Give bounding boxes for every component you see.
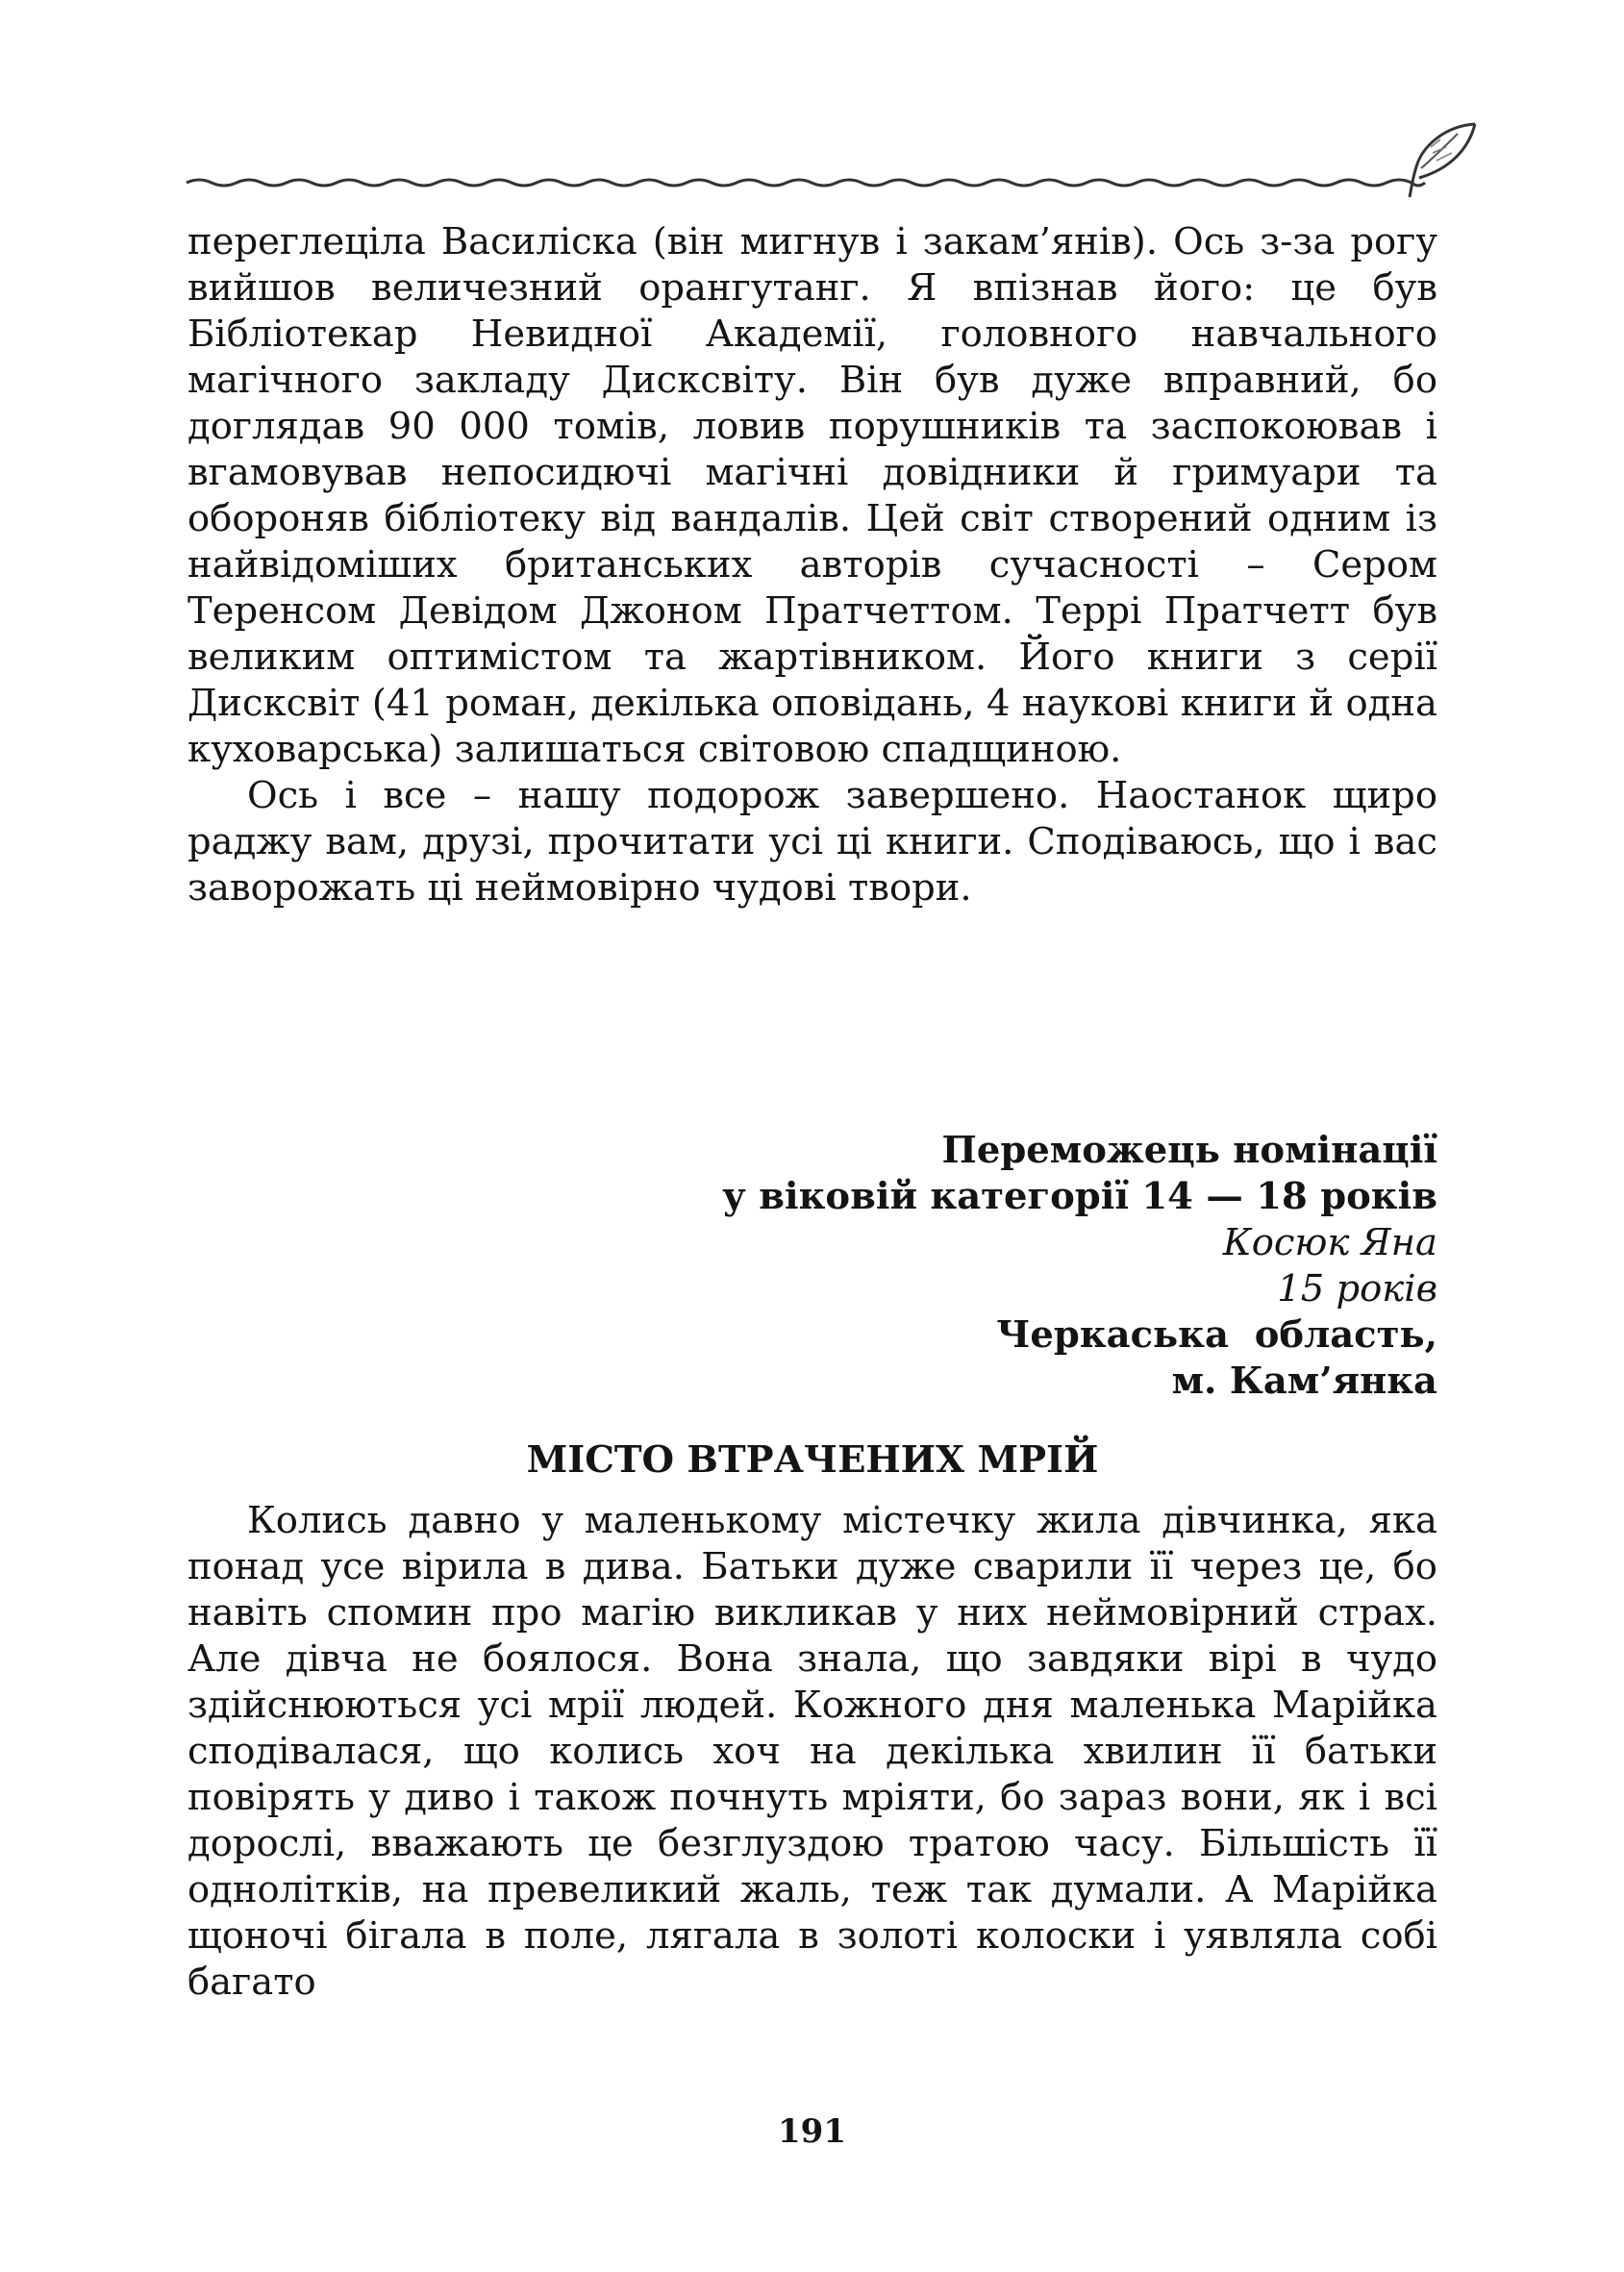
story-title: МІСТО ВТРАЧЕНИХ МРІЙ: [526, 1438, 1099, 1482]
body-paragraph: Колись давно у маленькому містечку жила дівчинка, яка понад усе вірила в дива. Батьки дуже сварили її через це, бо навіть спомин про магію викликав у них неймовірний страх. Але дівча не боялося. Вона знала, що завдяки вірі в чудо здійснюються усі мрії людей. Кожного дня маленька Марійка сподівалася, що колись хоч на декілька хвилин її батьки повірять у диво і також почнуть мріяти, бо зараз вони, як і всі дорослі, вважають це безглуздою тратою часу. Більшість її однолітків, на превеликий жаль, теж так думали. А Марійка щоночі бігала в поле, лягала в золоті колоски і уявляла собі багато: [187, 1499, 1437, 2004]
page-number: 191: [778, 2112, 846, 2151]
age-category: у віковій категорії 14 — 18 років: [722, 1175, 1437, 1218]
header-wavy-rule: [185, 115, 1492, 202]
continued-text: [187, 219, 1437, 911]
author-name: Косюк Яна: [1222, 1221, 1437, 1264]
wavy-line: [187, 180, 1425, 186]
body-paragraph: переглеціла Василіска (він мигнув і закам’янів). Ось з-за рогу вийшов величезний орангутанг. Я впізнав його: це був Бібліотекар Невидної Академії, головного навчального магічного закладу Дисксвіту. Він був дуже вправний, бо доглядав 90 000 томів, ловив порушників та заспокоював і вгамовував непосидючі магічні довідники й гримуари та обороняв бібліотеку від вандалів. Цей світ створений одним із найвідоміших британських авторів сучасності – Сером Теренсом Девідом Джоном Пратчеттом. Террі Пратчетт був великим оптимістом та жартівником. Його книги з серії Дисксвіт (41 роман, декілька оповідань, 4 наукові книги й одна куховарська) залишаться світовою спадщиною.: [187, 220, 1437, 771]
nomination-title: Переможець номінації: [941, 1129, 1437, 1172]
author-age: 15 років: [1277, 1267, 1437, 1311]
body-paragraph: Ось і все – нашу подорож завершено. Наостанок щиро раджу вам, друзі, прочитати усі ці книги. Сподіваюсь, що і вас заворожать ці неймовірно чудові твори.: [187, 774, 1437, 910]
author-region: Черкаська область,: [996, 1313, 1437, 1357]
author-credit: [187, 1128, 1437, 1405]
story-body: [187, 1498, 1437, 2006]
author-city: м. Кам’янка: [1171, 1360, 1437, 1403]
